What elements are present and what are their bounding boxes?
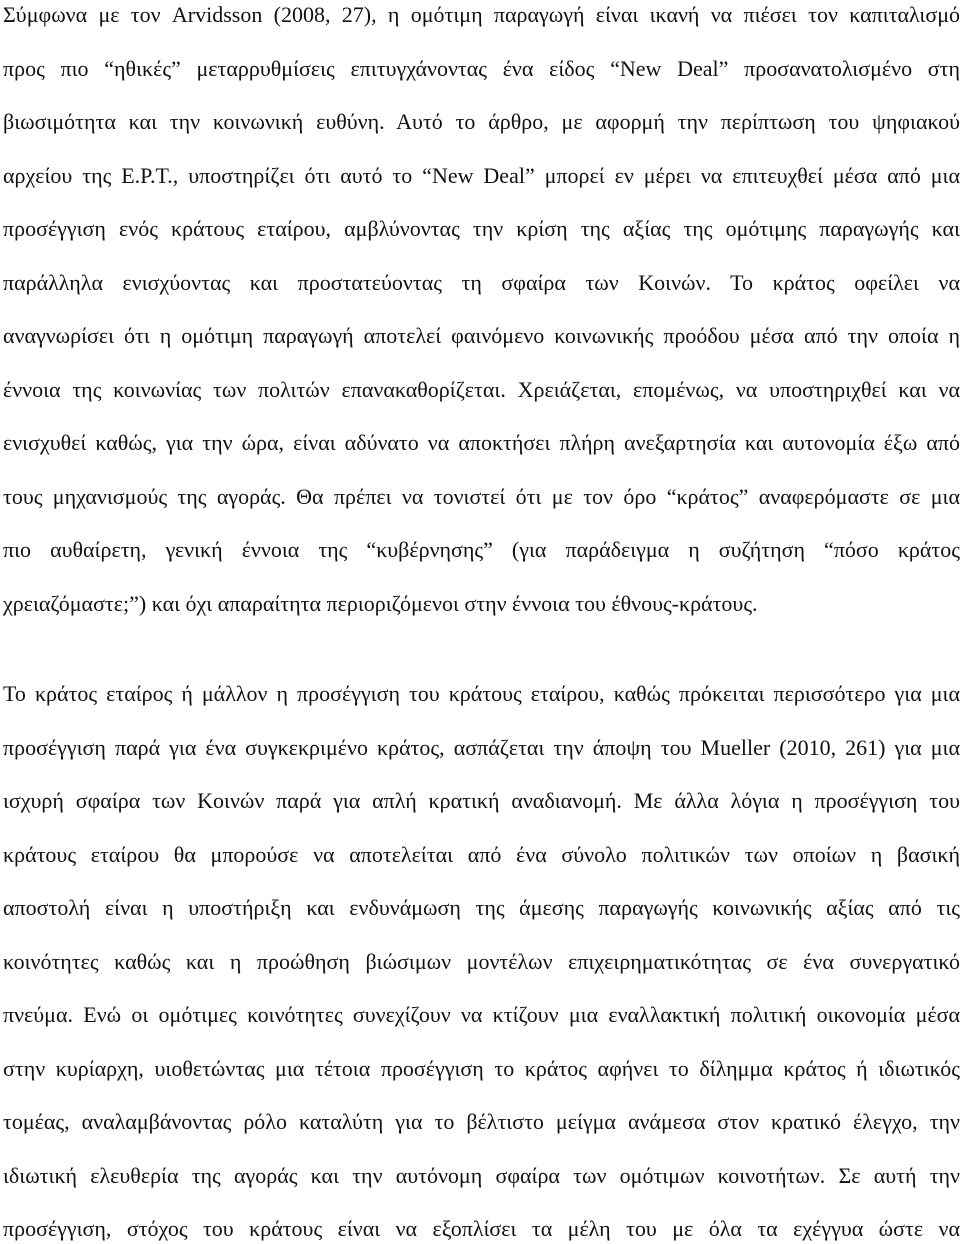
text-line: Σύμφωνα με τον Arvidsson (2008, 27), η ομότιμη παραγωγή είναι ικανή να πιέσει τον καπιταλισμό: [3, 2, 960, 27]
text-line: τομέας, αναλαμβάνοντας ρόλο καταλύτη για το βέλτιστο μείγμα ανάμεσα στον κρατικό έλεγχο, την: [3, 1109, 960, 1134]
text-line: παράλληλα ενισχύοντας και προστατεύοντας τη σφαίρα των Κοινών. Το κράτος οφείλει να: [3, 269, 960, 295]
text-line: ενισχυθεί καθώς, για την ώρα, είναι αδύνατο να αποκτήσει πλήρη ανεξαρτησία και αυτονομία έξω από: [3, 430, 960, 455]
paragraph-partner-state: [3, 679, 960, 1244]
text-line: Το κράτος εταίρος ή μάλλον η προσέγγιση του κράτους εταίρου, καθώς πρόκειται περισσότερο για μια: [3, 681, 960, 706]
text-line: χρειαζόμαστε;”) και όχι απαραίτητα περιοριζόμενοι στην έννοια του έθνους-κράτους.: [3, 590, 758, 616]
text-line: προς πιο “ηθικές” μεταρρυθμίσεις επιτυγχάνοντας ένα είδος “New Deal” προσανατολισμένο στη: [3, 55, 960, 81]
paragraph-arvidsson-new-deal: [3, 0, 960, 642]
text-line: αποστολή είναι η υποστήριξη και ενδυνάμωση της άμεσης παραγωγής κοινωνικής αξίας από τις: [3, 895, 960, 920]
text-line: ισχυρή σφαίρα των Κοινών παρά για απλή κρατική αναδιανομή. Με άλλα λόγια η προσέγγιση του: [3, 788, 960, 813]
text-line: πνεύμα. Ενώ οι ομότιμες κοινότητες συνεχίζουν να κτίζουν μια εναλλακτική πολιτική οικονομία μέσα: [3, 1002, 960, 1027]
text-line: προσέγγιση, στόχος του κράτους είναι να εξοπλίσει τα μέλη του με όλα τα εχέγγυα ώστε να: [3, 1216, 960, 1241]
text-line: βιωσιμότητα και την κοινωνική ευθύνη. Αυτό το άρθρο, με αφορμή την περίπτωση του ψηφιακού: [3, 109, 960, 134]
text-line: κράτους εταίρου θα μπορούσε να αποτελείται από ένα σύνολο πολιτικών των οποίων η βασική: [3, 841, 960, 867]
text-line: αρχείου της Ε.Ρ.Τ., υποστηρίζει ότι αυτό το “New Deal” μπορεί εν μέρει να επιτευχθεί μέσα από μια: [3, 162, 960, 188]
text-line: προσέγγιση παρά για ένα συγκεκριμένο κράτος, ασπάζεται την άποψη του Mueller (2010, 261) για μια: [3, 734, 960, 760]
text-line: στην κυρίαρχη, υιοθετώντας μια τέτοια προσέγγιση το κράτος αφήνει το δίλημμα κράτος ή ιδιωτικός: [3, 1055, 960, 1081]
text-line: προσέγγιση ενός κράτους εταίρου, αμβλύνοντας την κρίση της αξίας της ομότιμης παραγωγής και: [3, 216, 960, 241]
text-line: πιο αυθαίρετη, γενική έννοια της “κυβέρνησης” (για παράδειγμα η συζήτηση “πόσο κράτος: [3, 537, 960, 562]
text-line: τους μηχανισμούς της αγοράς. Θα πρέπει να τονιστεί ότι με τον όρο “κράτος” αναφερόμαστε σε μια: [3, 483, 960, 509]
text-line: κοινότητες καθώς και η προώθηση βιώσιμων μοντέλων επιχειρηματικότητας σε ένα συνεργατικό: [3, 948, 960, 974]
text-line: ιδιωτική ελευθερία της αγοράς και την αυτόνομη σφαίρα των ομότιμων κοινοτήτων. Σε αυτή την: [3, 1162, 960, 1188]
text-line: αναγνωρίσει ότι η ομότιμη παραγωγή αποτελεί φαινόμενο κοινωνικής προόδου μέσα από την οποία η: [3, 323, 960, 348]
text-line: έννοια της κοινωνίας των πολιτών επανακαθορίζεται. Χρειάζεται, επομένως, να υποστηριχθεί και να: [3, 376, 960, 402]
